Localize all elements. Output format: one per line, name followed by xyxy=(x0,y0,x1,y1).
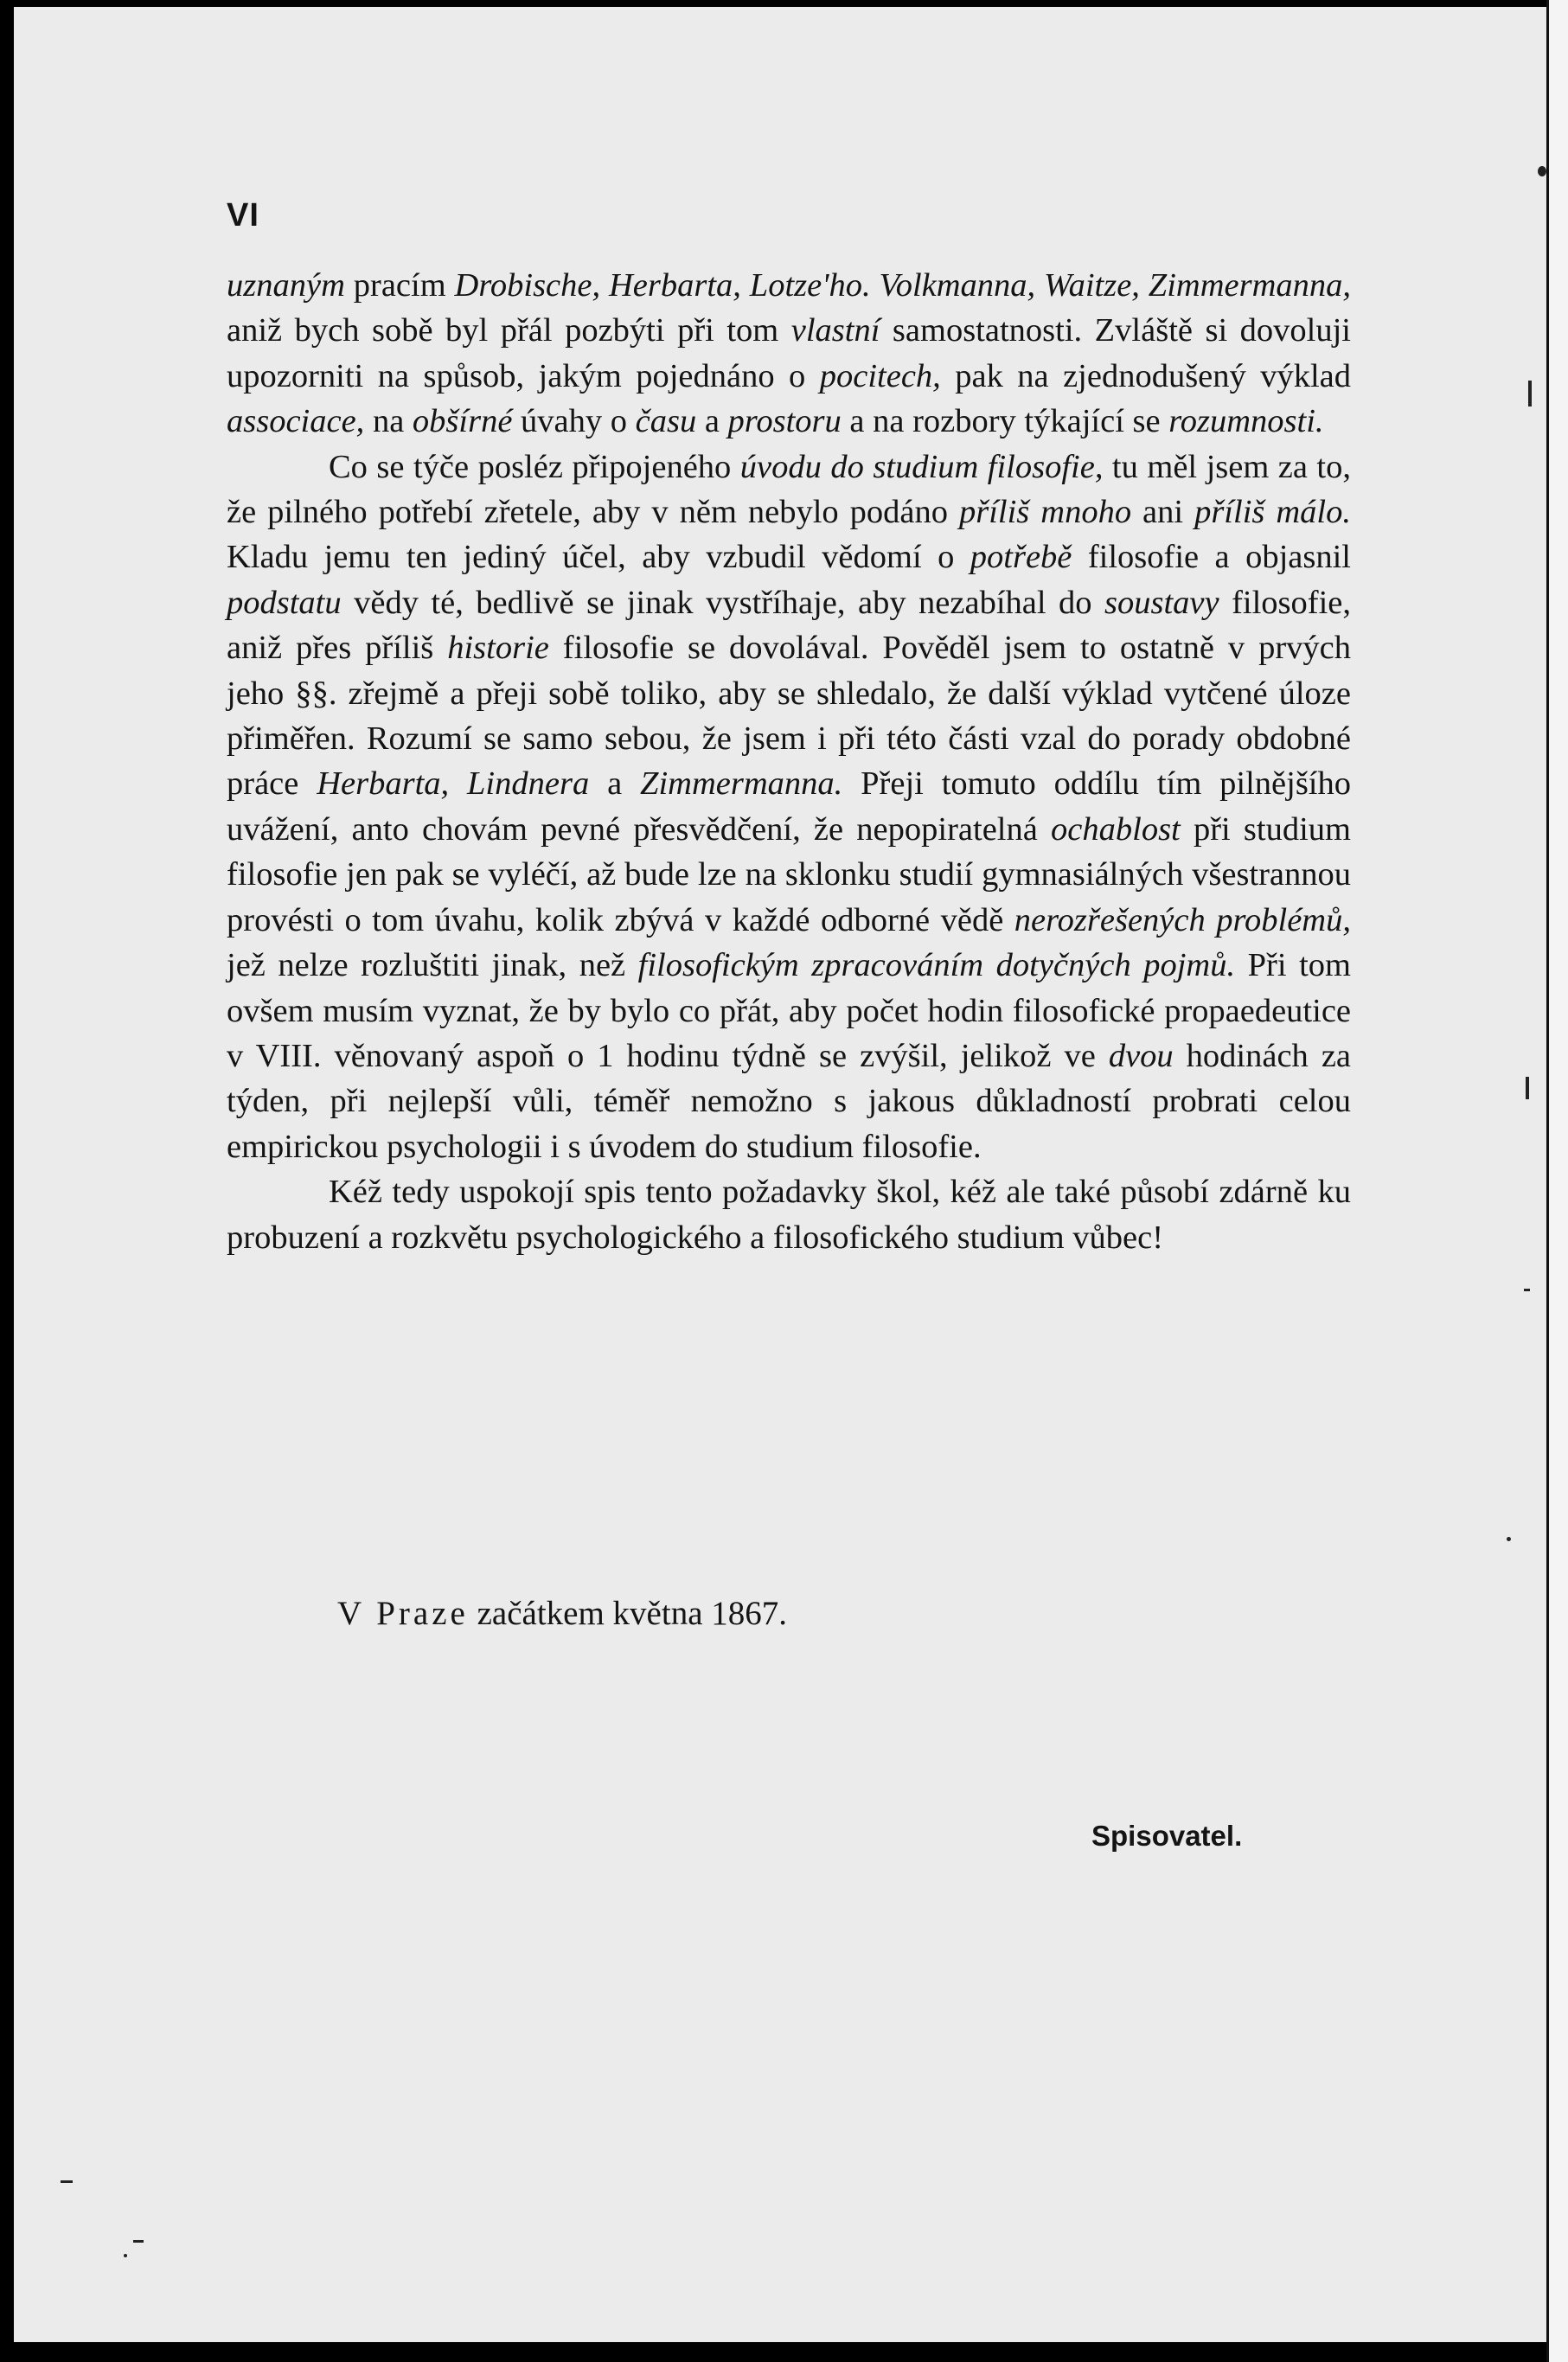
text-run: vědy té, bedlivě se jinak vystříhaje, aby nezabíhal do xyxy=(341,584,1104,621)
emphasis: historie xyxy=(447,630,549,667)
text-run: aniž bych sobě byl přál pozbýti při tom xyxy=(227,312,791,349)
emphasis: příliš mnoho xyxy=(958,494,1132,531)
text-run: a xyxy=(589,765,641,803)
text-run: jež nelze rozluštiti jinak, než xyxy=(227,947,638,984)
emphasis: vlastní xyxy=(790,312,880,349)
text-run: filosofie, aniž přes příliš xyxy=(227,584,1351,667)
text-run: při studium filosofie jen pak se vyléčí, až bude lze na sklonku studií gymnasiálných všestrannou provésti o tom úvahu, kolik zbývá v každé odborné vědě xyxy=(227,810,1351,938)
page-number: VI xyxy=(227,197,259,234)
emphasis: podstatu xyxy=(227,584,342,621)
text-run: ani xyxy=(1131,494,1195,531)
text-run: a xyxy=(696,403,728,440)
emphasis: filosofickým zpracováním dotyčných pojmů. xyxy=(637,947,1236,984)
emphasis: soustavy xyxy=(1104,584,1219,621)
emphasis: associace, xyxy=(227,403,365,440)
paragraph-2 xyxy=(227,445,1351,1170)
text-run: na xyxy=(364,403,413,440)
page-edge-line xyxy=(1546,0,1549,2362)
emphasis: pocitech, xyxy=(819,357,941,394)
text-run: filosofie a objasnil xyxy=(1072,539,1351,576)
page-edge-strip xyxy=(1546,0,1568,2362)
margin-mark xyxy=(1528,381,1532,406)
text-run: samostatnosti. Zvláště si dovoluji upozorniti na spůsob, jakým pojednáno o xyxy=(227,312,1351,394)
margin-mark xyxy=(1524,1289,1530,1291)
emphasis: Herbarta, Lindnera xyxy=(317,765,590,803)
paragraph-3: Kéž tedy uspokojí spis tento požadavky škol, kéž ale také působí zdárně ku probuzení a rozkvětu psychologického a filosofického studium vůbec! xyxy=(227,1174,1351,1256)
emphasis: příliš málo. xyxy=(1194,494,1351,531)
emphasis: Zimmermanna. xyxy=(640,765,843,803)
text-run: tu měl jsem za to, že pilného potřebí zřetele, aby v něm nebylo podáno xyxy=(227,448,1352,531)
margin-mark xyxy=(1538,166,1546,176)
emphasis: dvou xyxy=(1108,1037,1174,1074)
emphasis: prostoru xyxy=(727,403,842,440)
margin-mark xyxy=(61,2180,73,2183)
text-run: Co se týče posléz připojeného xyxy=(329,448,740,485)
emphasis: uznaným xyxy=(227,267,345,304)
dateline xyxy=(337,1594,787,1633)
text-run: filosofie se dovolával. Pověděl jsem to ostatně v prvých jeho §§. zřejmě a přeji sobě toliko, aby se shledalo, že další výklad vytčené úloze přiměřen. Rozumí se samo sebou, že jsem i při této části vzal do porady obdobné práce xyxy=(227,630,1351,803)
emphasis: potřebě xyxy=(970,539,1072,576)
emphasis: ochablost xyxy=(1051,810,1181,848)
emphasis: Drobische, Herbarta, Lotze'ho. Volkmanna, Waitze, Zimmermanna, xyxy=(454,267,1351,304)
dateline-place: V Praze xyxy=(337,1595,469,1632)
margin-mark xyxy=(1526,1077,1529,1099)
text-run: Při tom ovšem musím vyznat, že by bylo co přát, aby počet hodin filosofické propaedeutice v VIII. věnovaný aspoň o 1 hodinu týdně se zvýšil, jelikož ve xyxy=(227,947,1351,1074)
author-signature: Spisovatel. xyxy=(1091,1820,1243,1852)
margin-mark xyxy=(124,2254,127,2257)
emphasis: rozumnosti. xyxy=(1168,403,1324,440)
margin-mark xyxy=(1507,1537,1511,1541)
emphasis: úvodu do studium filosofie, xyxy=(739,448,1104,485)
text-run: a na rozbory týkající se xyxy=(841,403,1169,440)
dateline-date: začátkem května 1867. xyxy=(468,1595,788,1632)
text-run: Přeji tomuto oddílu tím pilnějšího uvážení, anto chovám pevné přesvědčení, že nepopiratelná xyxy=(227,765,1351,848)
margin-mark xyxy=(133,2240,144,2243)
emphasis: času xyxy=(635,403,697,440)
emphasis: obšírné xyxy=(412,403,513,440)
paragraph-1 xyxy=(227,263,1351,445)
text-run: pracím xyxy=(344,267,455,304)
text-run: Kladu jemu ten jediný účel, aby vzbudil vědomí o xyxy=(227,539,970,576)
preface-text xyxy=(227,263,1351,1260)
text-run: úvahy o xyxy=(512,403,636,440)
text-run: hodinách za týden, při nejlepší vůli, téměř nemožno s jakous důkladností probrati celou empirickou psychologii i s úvodem do studium filosofie. xyxy=(227,1037,1351,1165)
emphasis: nerozřešených problémů, xyxy=(1014,901,1351,938)
text-run: pak na zjednodušený výklad xyxy=(940,357,1352,394)
